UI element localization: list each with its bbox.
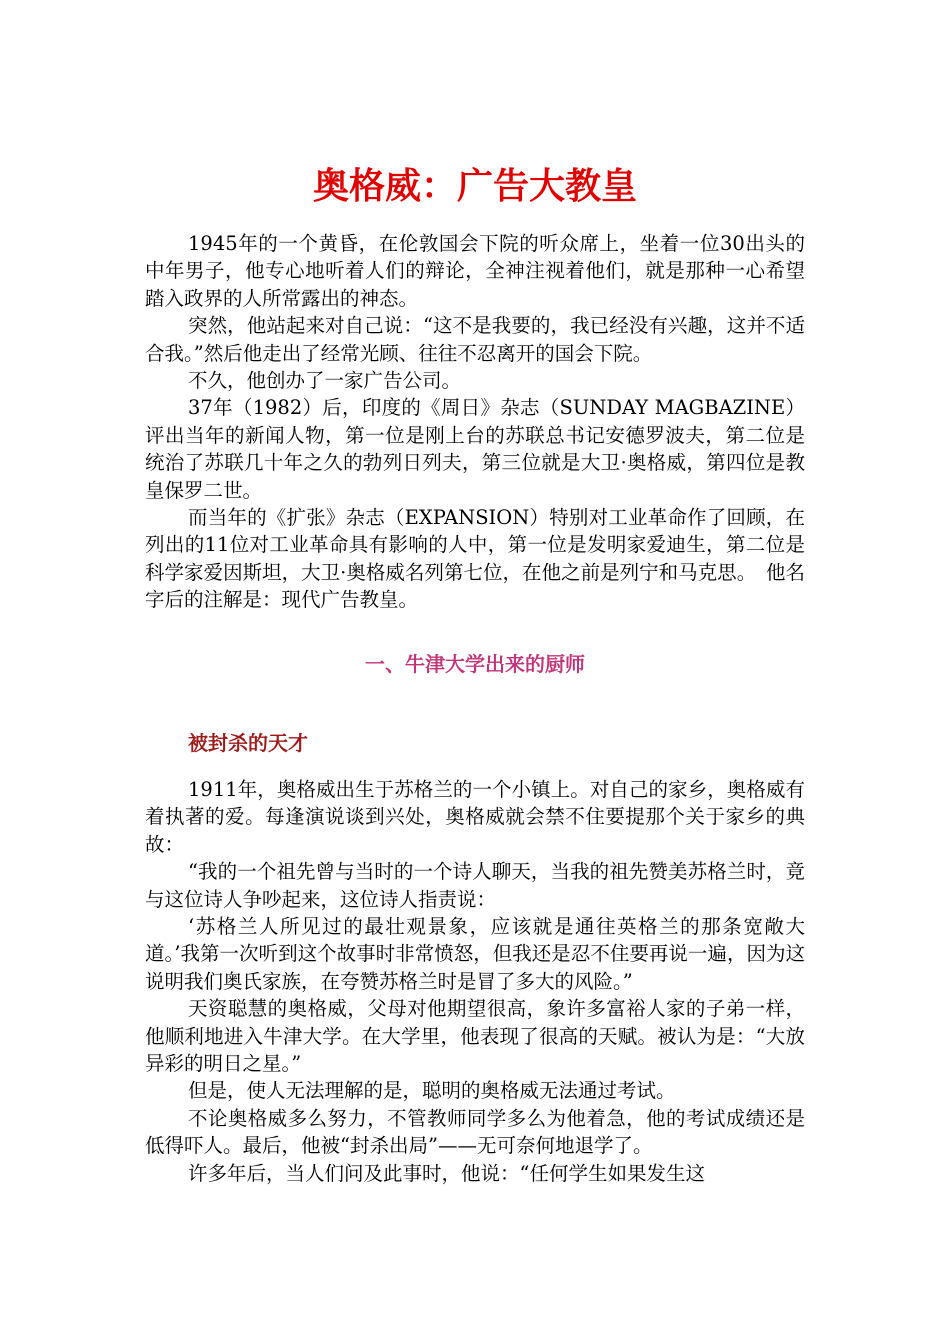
section-paragraph: “我的一个祖先曾与当时的一个诗人聊天，当我的祖先赞美苏格兰时，竟与这位诗人争吵起来，这位诗人指责说： <box>145 860 805 911</box>
section-paragraph: 天资聪慧的奥格威，父母对他期望很高，象许多富裕人家的子弟一样，他顺利地进入牛津大学。在大学里，他表现了很高的天赋。被认为是：“大放异彩的明日之星。” <box>145 997 805 1076</box>
intro-paragraph: 1945年的一个黄昏，在伦敦国会下院的听众席上，坐着一位30出头的中年男子，他专心地听着人们的辩论，全神注视着他们，就是那种一心希望踏入政界的人所常露出的神态。 <box>145 232 805 310</box>
intro-paragraph: 不久，他创办了一家广告公司。 <box>188 369 462 393</box>
section-paragraph: 1911年，奥格威出生于苏格兰的一个小镇上。对自己的家乡，奥格威有着执著的爱。每逢演说谈到兴处，奥格威就会禁不住要提那个关于家乡的典故： <box>145 778 805 856</box>
section-paragraph: ‘苏格兰人所见过的最壮观景象，应该就是通往英格兰的那条宽敞大道。’我第一次听到这个故事时非常愤怒，但我还是忍不住要再说一遍，因为这说明我们奥氏家族，在夸赞苏格兰时是冒了多大的风险。” <box>145 915 805 993</box>
intro-paragraph: 突然，他站起来对自己说：“这不是我要的，我已经没有兴趣，这并不适合我。”然后他走出了经常光顾、往往不忍离开的国会下院。 <box>145 314 805 365</box>
intro-text-block <box>145 230 805 614</box>
section-paragraph: 但是，使人无法理解的是，聪明的奥格威无法通过考试。 <box>188 1079 676 1103</box>
section-text-block <box>145 776 805 1187</box>
document-title: 奥格威：广告大教皇 <box>312 165 637 207</box>
section-heading: 一、牛津大学出来的厨师 <box>365 652 585 676</box>
intro-paragraph: 37年（1982）后，印度的《周日》杂志（SUNDAY MAGBAZINE）评出当年的新闻人物，第一位是刚上台的苏联总书记安德罗波夫，第二位是统治了苏联几十年之久的勃列日列夫，第三位就是大卫·奥格威，第四位是教皇保罗二世。 <box>145 396 805 502</box>
section-paragraph: 不论奥格威多么努力，不管教师同学多么为他着急，他的考试成绩还是低得吓人。最后，他被“封杀出局”——无可奈何地退学了。 <box>145 1106 805 1158</box>
intro-paragraph: 而当年的《扩张》杂志（EXPANSION）特别对工业革命作了回顾，在列出的11位对工业革命具有影响的人中，第一位是发明家爱迪生，第二位是科学家爱因斯坦，大卫·奥格威名列第七位，在他之前是列宁和马克思。 他名字后的注解是：现代广告教皇。 <box>145 506 805 612</box>
sub-heading: 被封杀的天才 <box>188 731 308 755</box>
section-paragraph: 许多年后，当人们问及此事时，他说：“任何学生如果发生这 <box>188 1161 705 1185</box>
